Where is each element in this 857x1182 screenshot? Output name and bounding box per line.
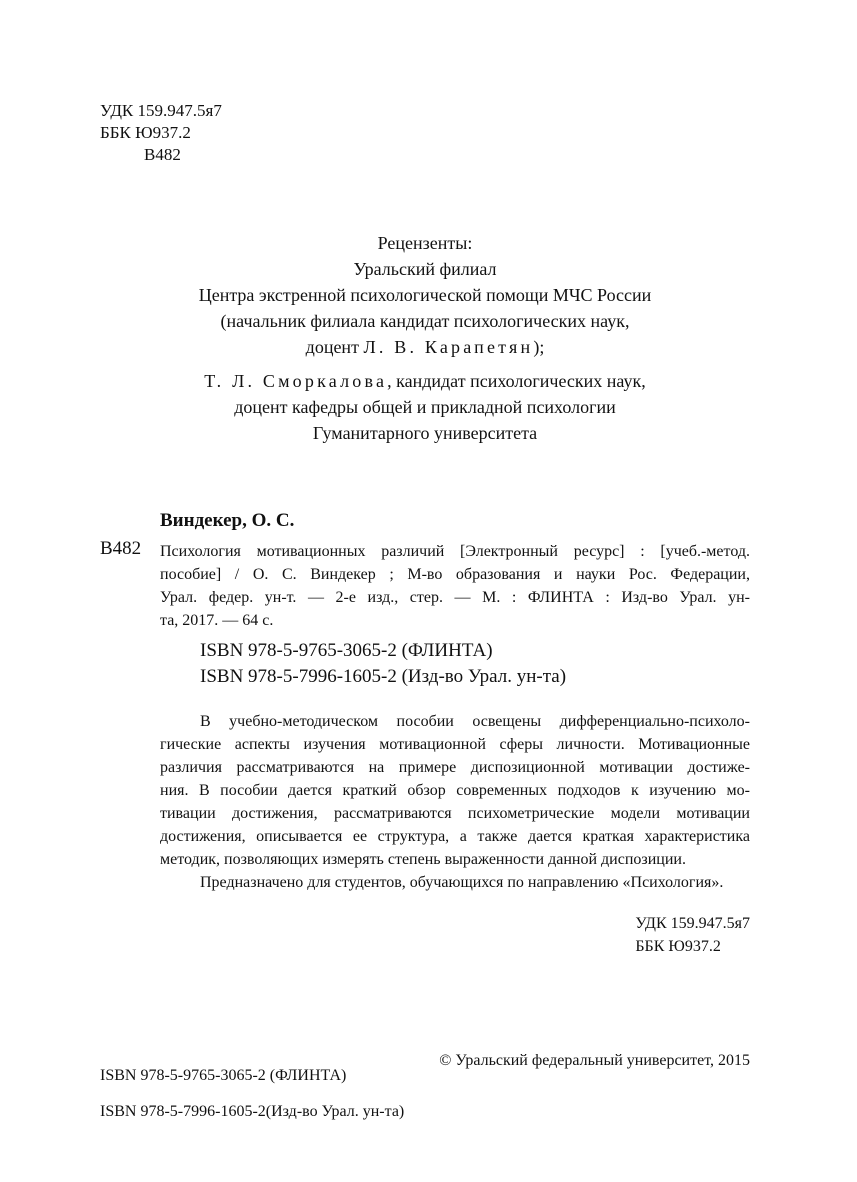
annotation-line: ния. В пособии дается краткий обзор современных подходов к изучению мо- — [160, 782, 750, 799]
footer-isbn-ural: ISBN 978-5-7996-1605-2(Изд-во Урал. ун-та) — [100, 1103, 405, 1120]
reviewers-heading: Рецензенты: — [377, 233, 473, 253]
udk-code: УДК 159.947.5я7 — [100, 101, 222, 120]
reviewer-org-line1: Уральский филиал — [353, 259, 497, 279]
description-line: Психология мотивационных различий [Электронный ресурс] : [учеб.-метод. — [160, 543, 750, 560]
annotation-line: различия рассматриваются на примере диспозиционной мотивации достиже- — [160, 759, 750, 776]
reviewer2-line2: доцент кафедры общей и прикладной психологии — [234, 397, 616, 417]
udk-code-bottom: УДК 159.947.5я7 — [635, 915, 750, 932]
bbk-code-bottom: ББК Ю937.2 — [635, 938, 721, 955]
annotation-line: гические аспекты изучения мотивационной сферы личности. Мотивационные — [160, 736, 750, 753]
classification-top — [100, 100, 222, 166]
reviewer-name-karapetyan: Л. В. Карапетян — [363, 337, 534, 357]
bbk-code: ББК Ю937.2 — [100, 123, 191, 142]
reviewer-org-line2: Центра экстренной психологической помощи МЧС России — [198, 285, 652, 305]
reviewer2-line1: Т. Л. Сморкалова, кандидат психологических наук, — [204, 371, 646, 391]
catalog-description — [160, 540, 750, 632]
reviewer-org-line4: доцент Л. В. Карапетян); — [305, 337, 545, 357]
classification-bottom — [635, 912, 750, 958]
annotation — [160, 710, 750, 894]
annotation-line: тивации достижения, рассматриваются психометрические модели мотивации — [160, 805, 750, 822]
isbn-ural: ISBN 978-5-7996-1605-2 (Изд-во Урал. ун-та) — [200, 666, 567, 687]
catalog-author: Виндекер, О. С. — [160, 510, 295, 531]
footer-isbn-flinta: ISBN 978-5-9765-3065-2 (ФЛИНТА) — [100, 1067, 347, 1084]
description-line: пособие] / О. С. Виндекер ; М-во образования и науки Рос. Федерации, — [160, 566, 750, 583]
reviewers-block — [100, 230, 750, 446]
description-line: Урал. федер. ун-т. — 2-е изд., стер. — М. : ФЛИНТА : Изд-во Урал. ун- — [160, 589, 750, 606]
annotation-line: В учебно-методическом пособии освещены дифференциально-психоло- — [200, 713, 750, 730]
reviewer-name-smorkalova: Т. Л. Сморкалова — [204, 371, 388, 391]
footer-isbn-block — [100, 1058, 404, 1130]
description-line: та, 2017. — 64 с. — [160, 612, 274, 629]
annotation-line: методик, позволяющих измерять степень выраженности данной диспозиции. — [160, 851, 686, 868]
catalog-isbn-block — [200, 638, 566, 690]
catalog-author-mark: В482 — [100, 538, 142, 559]
author-mark: В482 — [144, 145, 181, 164]
reviewer2-line3: Гуманитарного университета — [312, 423, 538, 443]
reviewer-org-line3: (начальник филиала кандидат психологических наук, — [220, 311, 630, 331]
isbn-flinta: ISBN 978-5-9765-3065-2 (ФЛИНТА) — [200, 640, 493, 661]
annotation-purpose: Предназначено для студентов, обучающихся по направлению «Психология». — [200, 874, 724, 891]
copyright-notice: © Уральский федеральный университет, 2015 — [439, 1052, 750, 1069]
annotation-line: достижения, описывается ее структура, а также дается краткая характеристика — [160, 828, 750, 845]
